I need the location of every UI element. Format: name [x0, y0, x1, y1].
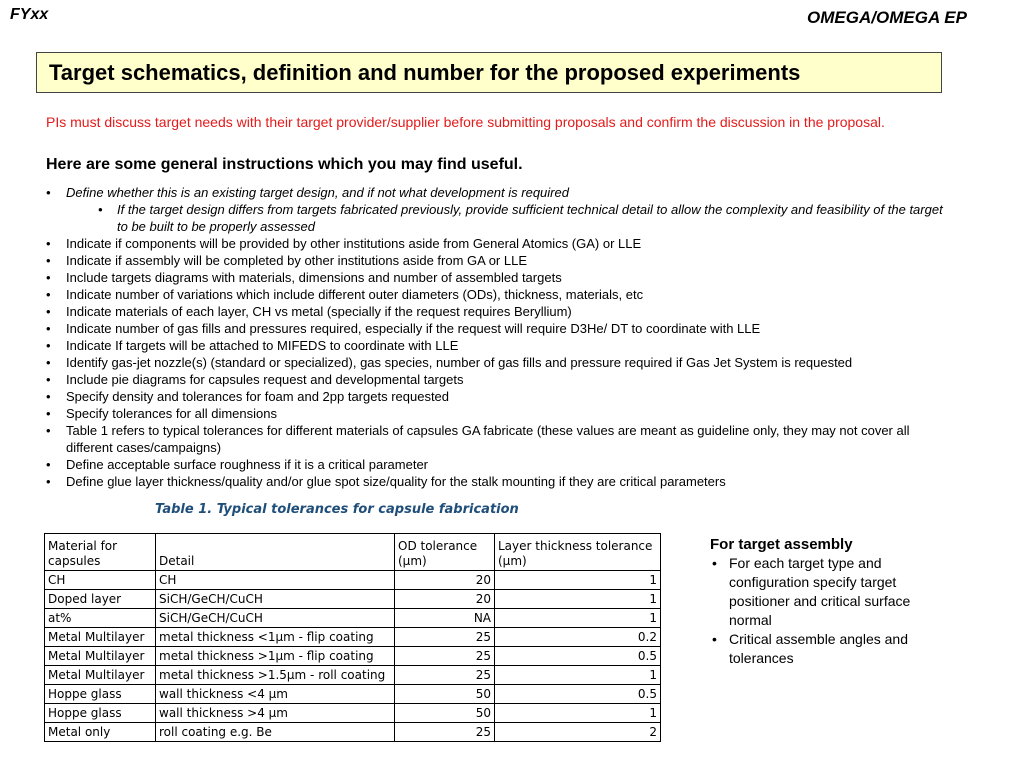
header-material: Material for capsules — [45, 534, 156, 571]
header-detail: Detail — [156, 534, 395, 571]
cell-od-tolerance: 25 — [395, 666, 495, 685]
title-box — [36, 52, 942, 93]
table-caption: Table 1. Typical tolerances for capsule fabrication — [155, 502, 519, 517]
table-header-row — [45, 534, 661, 571]
cell-detail: roll coating e.g. Be — [156, 723, 395, 742]
assembly-list — [710, 554, 950, 668]
instruction-item: • Include pie diagrams for capsules request and developmental targets — [46, 371, 946, 388]
cell-material: Metal Multilayer — [45, 666, 156, 685]
cell-od-tolerance: 50 — [395, 704, 495, 723]
cell-detail: SiCH/GeCH/CuCH — [156, 590, 395, 609]
cell-detail: metal thickness <1µm - flip coating — [156, 628, 395, 647]
cell-detail: metal thickness >1µm - flip coating — [156, 647, 395, 666]
table-row — [45, 666, 661, 685]
header-layer-tolerance: Layer thickness tolerance (µm) — [495, 534, 661, 571]
cell-material: Metal Multilayer — [45, 647, 156, 666]
cell-material: at% — [45, 609, 156, 628]
cell-material: Metal Multilayer — [45, 628, 156, 647]
instruction-item: • Specify density and tolerances for foam and 2pp targets requested — [46, 388, 946, 405]
cell-material: Hoppe glass — [45, 685, 156, 704]
cell-layer-tolerance: 1 — [495, 571, 661, 590]
instruction-item: • Indicate if assembly will be completed by other institutions aside from GA or LLE — [46, 252, 946, 269]
assembly-heading: For target assembly — [710, 536, 853, 553]
table-row — [45, 723, 661, 742]
instruction-item: • Table 1 refers to typical tolerances for different materials of capsules GA fabricate (these values are meant as guideline only, they may not cover all different cases/campaigns) — [46, 422, 946, 456]
facility-label: OMEGA/OMEGA EP — [807, 8, 967, 27]
cell-layer-tolerance: 1 — [495, 666, 661, 685]
assembly-item: • For each target type and configuration specify target positioner and critical surface normal — [710, 554, 950, 630]
table-row — [45, 590, 661, 609]
instruction-item: • Indicate if components will be provided by other institutions aside from General Atomics (GA) or LLE — [46, 235, 946, 252]
table-row — [45, 628, 661, 647]
table-row — [45, 647, 661, 666]
cell-layer-tolerance: 2 — [495, 723, 661, 742]
instruction-item: • Identify gas-jet nozzle(s) (standard or specialized), gas species, number of gas fills and pressure required if Gas Jet System is requested — [46, 354, 946, 371]
table-row — [45, 609, 661, 628]
instruction-subitem: • If the target design differs from targets fabricated previously, provide sufficient technical detail to allow the complexity and feasibility of the target to be built to be properly assessed — [46, 201, 946, 235]
instruction-item: • Define whether this is an existing target design, and if not what development is required — [46, 184, 946, 201]
assembly-item: • Critical assemble angles and tolerances — [710, 630, 950, 668]
intro-note: PIs must discuss target needs with their target provider/supplier before submitting proposals and confirm the discussion in the proposal. — [46, 114, 885, 130]
cell-detail: wall thickness <4 µm — [156, 685, 395, 704]
cell-detail: metal thickness >1.5µm - roll coating — [156, 666, 395, 685]
fy-label: FYxx — [10, 6, 49, 23]
cell-od-tolerance: NA — [395, 609, 495, 628]
cell-od-tolerance: 25 — [395, 628, 495, 647]
instruction-item: • Indicate materials of each layer, CH vs metal (specially if the request requires Beryllium) — [46, 303, 946, 320]
table-row — [45, 685, 661, 704]
instruction-list — [46, 184, 946, 490]
table-row — [45, 571, 661, 590]
instruction-item: • Indicate number of variations which include different outer diameters (ODs), thickness, materials, etc — [46, 286, 946, 303]
cell-material: Hoppe glass — [45, 704, 156, 723]
cell-detail: SiCH/GeCH/CuCH — [156, 609, 395, 628]
assembly-notes — [710, 535, 950, 668]
cell-od-tolerance: 50 — [395, 685, 495, 704]
cell-od-tolerance: 25 — [395, 647, 495, 666]
instruction-item: • Define glue layer thickness/quality and/or glue spot size/quality for the stalk mounting if they are critical parameters — [46, 473, 946, 490]
instructions-lead: Here are some general instructions which you may find useful. — [46, 156, 523, 173]
cell-layer-tolerance: 1 — [495, 590, 661, 609]
instruction-item: • Include targets diagrams with materials, dimensions and number of assembled targets — [46, 269, 946, 286]
table-row — [45, 704, 661, 723]
tolerance-table — [44, 533, 661, 742]
cell-layer-tolerance: 0.5 — [495, 685, 661, 704]
cell-layer-tolerance: 1 — [495, 704, 661, 723]
cell-material: Doped layer — [45, 590, 156, 609]
cell-material: Metal only — [45, 723, 156, 742]
cell-layer-tolerance: 0.5 — [495, 647, 661, 666]
instruction-item: • Define acceptable surface roughness if it is a critical parameter — [46, 456, 946, 473]
cell-od-tolerance: 25 — [395, 723, 495, 742]
cell-od-tolerance: 20 — [395, 571, 495, 590]
header-od-tolerance: OD tolerance (µm) — [395, 534, 495, 571]
instruction-item: • Indicate number of gas fills and pressures required, especially if the request will require D3He/ DT to coordinate with LLE — [46, 320, 946, 337]
cell-layer-tolerance: 1 — [495, 609, 661, 628]
cell-detail: wall thickness >4 µm — [156, 704, 395, 723]
cell-layer-tolerance: 0.2 — [495, 628, 661, 647]
cell-od-tolerance: 20 — [395, 590, 495, 609]
instruction-item: • Indicate If targets will be attached to MIFEDS to coordinate with LLE — [46, 337, 946, 354]
instruction-item: • Specify tolerances for all dimensions — [46, 405, 946, 422]
page-title: Target schematics, definition and number for the proposed experiments — [49, 60, 801, 85]
cell-material: CH — [45, 571, 156, 590]
cell-detail: CH — [156, 571, 395, 590]
